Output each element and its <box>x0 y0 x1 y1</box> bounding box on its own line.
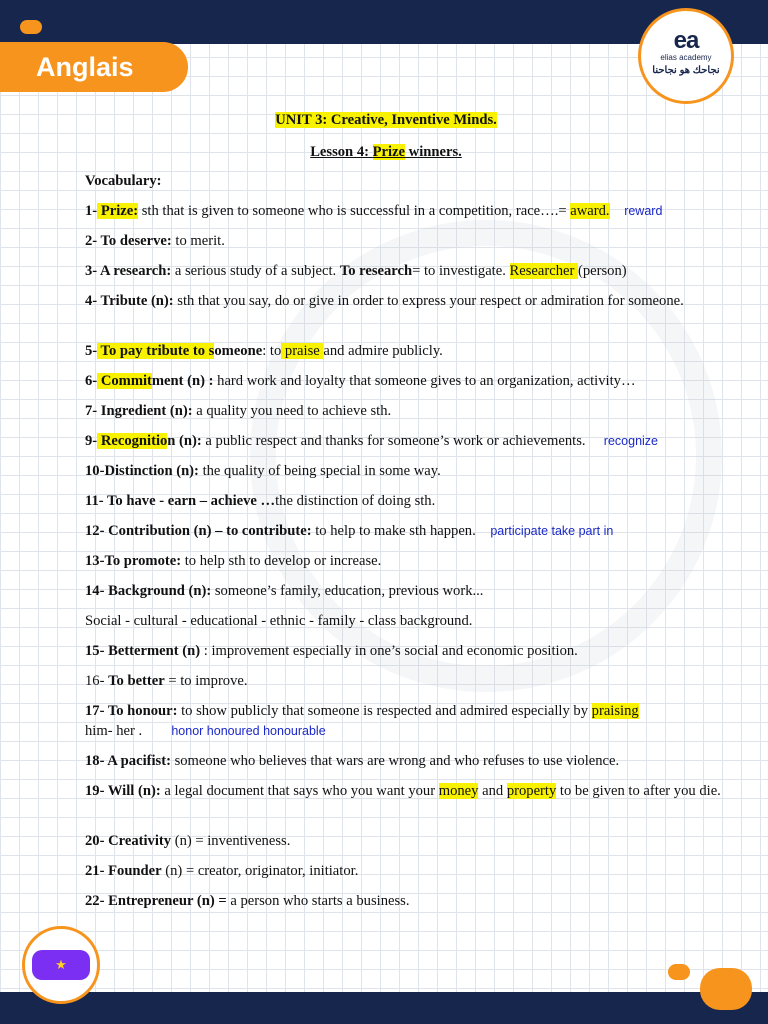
vocab-item-2: 2- To deserve: to merit. <box>85 233 225 249</box>
vocab-item-1: 1- Prize: sth that is given to someone who is successful in a competition, race….= award. reward <box>85 203 663 219</box>
vocab-item-7: 7- Ingredient (n): a quality you need to achieve sth. <box>85 403 392 419</box>
vocab-item-22: 22- Entrepreneur (n) = a person who starts a business. <box>85 893 410 909</box>
unit-title: UNIT 3: Creative, Inventive Minds. <box>275 112 497 128</box>
lesson-title: Lesson 4: Prize winners. <box>310 144 462 160</box>
vocab-item-15: 15- Betterment (n) : improvement especially in one’s social and economic position. <box>85 643 578 659</box>
handwritten-note: recognize <box>603 434 658 448</box>
logo-mark: ea <box>673 27 699 54</box>
vocabulary-heading: Vocabulary: <box>85 173 162 189</box>
bottom-band <box>0 992 768 1024</box>
vocab-item-9: 9- Recognition (n): a public respect and thanks for someone’s work or achievements. recognize <box>85 433 658 449</box>
vocab-item-3: 3- A research: a serious study of a subject. To research= to investigate. Researcher (person) <box>85 263 627 279</box>
handwritten-note: participate take part in <box>490 524 614 538</box>
academy-logo <box>638 8 734 104</box>
vocab-item-13: 13-To promote: to help sth to develop or increase. <box>85 553 382 569</box>
mascot-badge <box>22 926 100 1004</box>
vocab-item-12: 12- Contribution (n) – to contribute: to help to make sth happen. participate take part in <box>85 523 614 539</box>
vocab-item-17-cont: him- her . honor honoured honourable <box>85 723 326 739</box>
subject-label: Anglais <box>36 51 134 82</box>
vocab-item-21: 21- Founder (n) = creator, originator, initiator. <box>85 863 359 879</box>
subject-tab <box>0 42 188 92</box>
handwritten-note: reward <box>624 204 663 218</box>
vocab-item-14: 14- Background (n): someone’s family, education, previous work... <box>85 583 484 599</box>
decorative-dot <box>20 20 42 34</box>
logo-name: elias academy <box>660 53 712 62</box>
vocab-item-19: 19- Will (n): a legal document that says who you want your money and property to be given to after you die. <box>85 783 721 799</box>
vocab-item-10: 10-Distinction (n): the quality of being special in some way. <box>85 463 441 479</box>
vocab-item-17: 17- To honour: to show publicly that someone is respected and admired especially by praising <box>85 703 639 719</box>
decorative-dot <box>668 964 690 980</box>
vocab-item-20: 20- Creativity (n) = inventiveness. <box>85 833 291 849</box>
vocab-item-6: 6- Commitment (n) : hard work and loyalty that someone gives to an organization, activity… <box>85 373 636 389</box>
vocab-item-18: 18- A pacifist: someone who believes that wars are wrong and who refuses to use violence. <box>85 753 620 769</box>
badge-logo-icon: ★ <box>32 950 90 980</box>
handwritten-note: honor honoured honourable <box>171 724 326 738</box>
vocab-item-4: 4- Tribute (n): sth that you say, do or give in order to express your respect or admiration for someone. <box>85 293 684 309</box>
vocab-item-5: 5- To pay tribute to someone: to praise and admire publicly. <box>85 343 443 359</box>
decorative-blob <box>700 968 752 1010</box>
vocab-item-14-types: Social - cultural - educational - ethnic - family - class background. <box>85 613 473 629</box>
logo-tagline: نجاحك هو نجاحنا <box>652 65 720 76</box>
vocab-item-11: 11- To have - earn – achieve …the distinction of doing sth. <box>85 493 436 509</box>
vocab-item-16: 16- To better = to improve. <box>85 673 248 689</box>
